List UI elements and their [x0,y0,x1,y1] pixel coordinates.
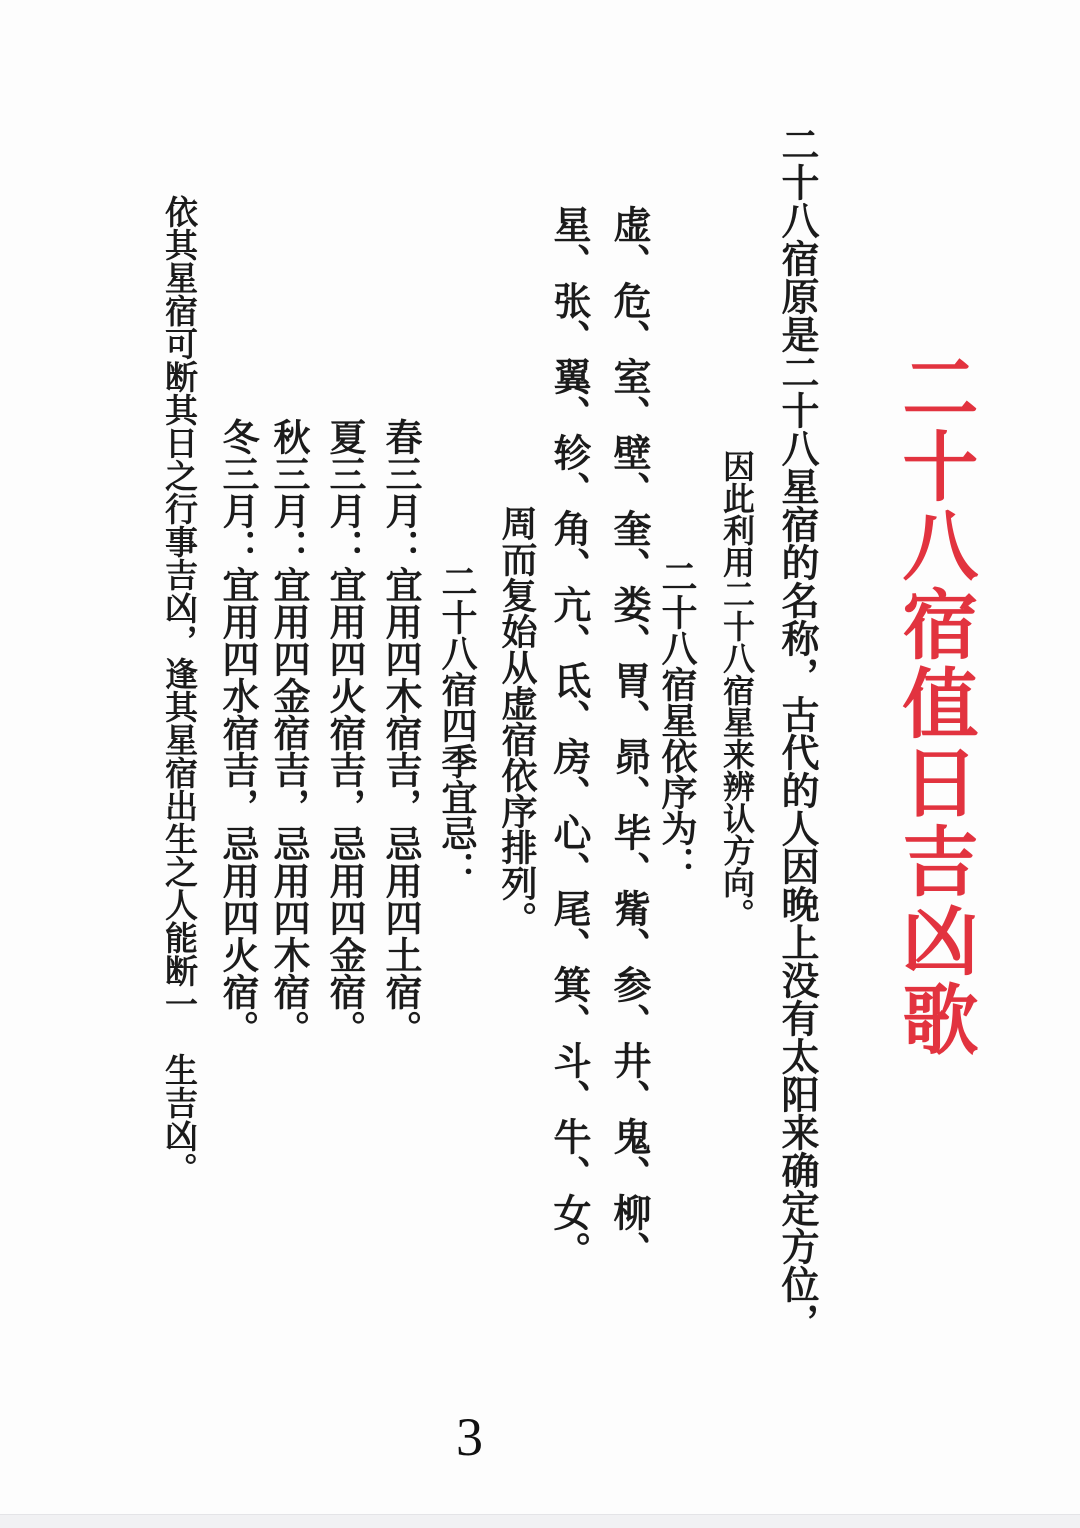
mansion-names-line-1: 虚、危、室、壁、奎、娄、胃、昴、毕、觜、参、井、鬼、柳、 [607,205,649,1269]
season-rule-autumn: 秋三月：宜用四金宿吉，忌用四木宿。 [267,418,308,1047]
season-rule-spring: 春三月：宜用四木宿吉，忌用四土宿。 [379,418,420,1047]
season-rule-winter: 冬三月：宜用四水宿吉，忌用四火宿。 [216,418,257,1047]
mansion-sequence-note: 周而复始从虚宿依序排列。 [497,505,537,937]
intro-line-1: 二十八宿原是二十八星宿的名称，古代的人因晚上没有太阳来确定方位， [775,125,817,1341]
mansion-sequence-heading: 二十八宿星依序为： [657,558,697,882]
closing-line: 依其星宿可断其日之行事吉凶，逢其星宿出生之人能断一 生吉凶。 [160,195,196,1185]
scan-edge-strip [0,1514,1080,1528]
mansion-names-line-2: 星、张、翼、轸、角、亢、氐、房、心、尾、箕、斗、牛、女。 [547,205,589,1269]
season-rule-summer: 夏三月：宜用四火宿吉，忌用四金宿。 [323,418,364,1047]
page-title: 二十八宿值日吉凶歌 [890,348,975,1059]
page-number: 3 [456,1407,483,1467]
seasons-heading: 二十八宿四季宜忌： [437,563,477,887]
intro-line-2: 因此利用二十八宿星来辨认方向。 [719,450,755,930]
